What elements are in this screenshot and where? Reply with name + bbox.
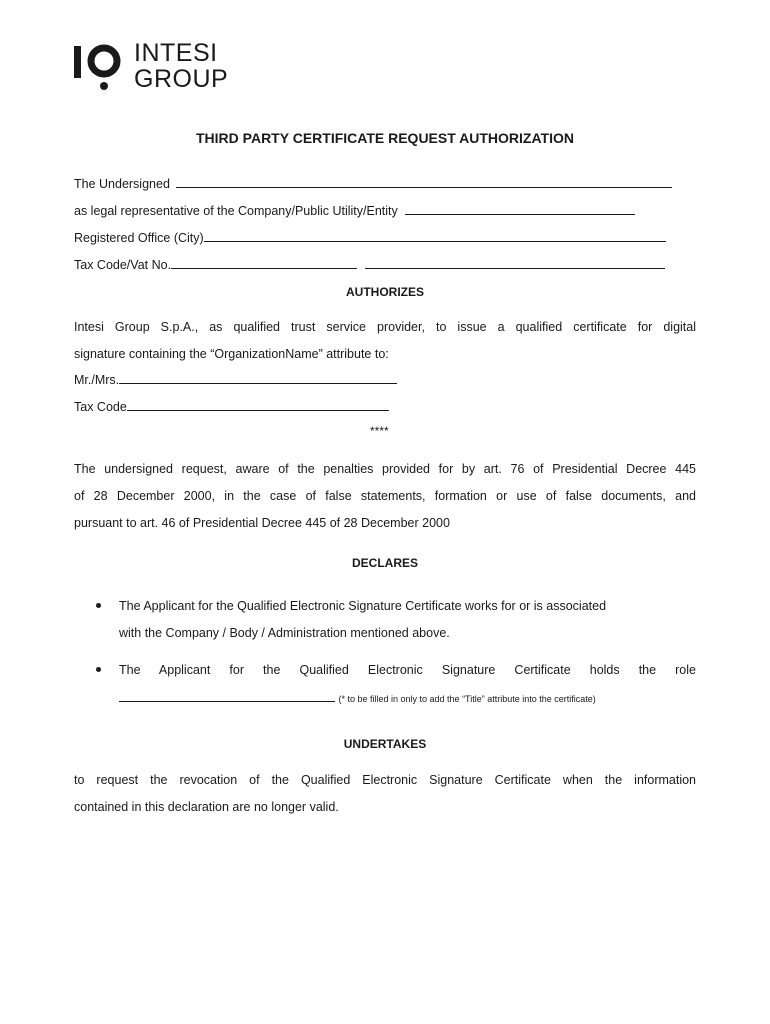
legal-rep-row: [74, 203, 635, 218]
bullet-dot-1: [96, 603, 101, 608]
undersigned-label: The Undersigned: [74, 177, 170, 191]
tax-code-label: Tax Code: [74, 400, 127, 414]
role-note: (* to be filled in only to add the “Title” attribute into the certificate): [338, 694, 596, 704]
authorizes-text-line-2: signature containing the “OrganizationName” attribute to:: [74, 347, 389, 361]
tax-vat-row: [74, 257, 665, 272]
declares-heading: DECLARES: [351, 556, 418, 570]
role-row: [119, 690, 596, 705]
request-text-line-3: pursuant to art. 46 of Presidential Decree 445 of 28 December 2000: [74, 516, 450, 530]
tax-code-row: [74, 399, 389, 414]
intesi-logo-text: [134, 40, 228, 92]
undertakes-heading: UNDERTAKES: [343, 737, 427, 751]
authorizes-heading: AUTHORIZES: [346, 285, 424, 299]
mr-mrs-field[interactable]: [119, 372, 397, 384]
undertakes-text-line-2: contained in this declaration are no longer valid.: [74, 800, 339, 814]
separator-stars: ****: [370, 424, 389, 438]
authorizes-text-line-1: Intesi Group S.p.A., as qualified trust service provider, to issue a qualified certificate for digital: [74, 320, 696, 334]
request-text-line-1: The undersigned request, aware of the penalties provided for by art. 76 of Presidential Decree 445: [74, 462, 696, 476]
document-title: THIRD PARTY CERTIFICATE REQUEST AUTHORIZATION: [196, 130, 574, 146]
mr-mrs-row: [74, 372, 397, 387]
tax-vat-label: Tax Code/Vat No.: [74, 258, 172, 272]
authorizes-paragraph: [74, 314, 696, 368]
bullet-dot-2: [96, 667, 101, 672]
bullet-2-line-1: The Applicant for the Qualified Electronic Signature Certificate holds the role: [119, 663, 696, 677]
request-paragraph: [74, 456, 696, 537]
legal-rep-label: as legal representative of the Company/Public Utility/Entity: [74, 204, 398, 218]
registered-office-label: Registered Office (City): [74, 231, 204, 245]
company-field[interactable]: [405, 203, 635, 215]
request-text-line-2: of 28 December 2000, in the case of false statements, formation or use of false documents, and: [74, 489, 696, 503]
undersigned-row: [74, 176, 672, 191]
logo-line-intesi: INTESI: [134, 39, 218, 67]
bullet-1-line-2: with the Company / Body / Administration mentioned above.: [119, 626, 450, 640]
undersigned-field[interactable]: [176, 176, 672, 188]
bullet-item-1: [119, 593, 672, 647]
logo-line-group: GROUP: [134, 65, 229, 93]
registered-office-row: [74, 230, 666, 245]
bullet-1-line-1: The Applicant for the Qualified Electronic Signature Certificate works for or is associated: [119, 599, 607, 613]
tax-code-person-field[interactable]: [127, 399, 389, 411]
undertakes-paragraph: [74, 767, 696, 821]
mr-mrs-label: Mr./Mrs.: [74, 373, 120, 387]
intesi-logo-mark: [72, 44, 126, 92]
undertakes-text-line-1: to request the revocation of the Qualified Electronic Signature Certificate when the information: [74, 773, 696, 787]
registered-office-field[interactable]: [204, 230, 666, 242]
tax-code-field[interactable]: [171, 257, 357, 269]
vat-number-field[interactable]: [365, 257, 665, 269]
bullet-item-2: [119, 657, 696, 684]
role-field[interactable]: [119, 690, 335, 702]
